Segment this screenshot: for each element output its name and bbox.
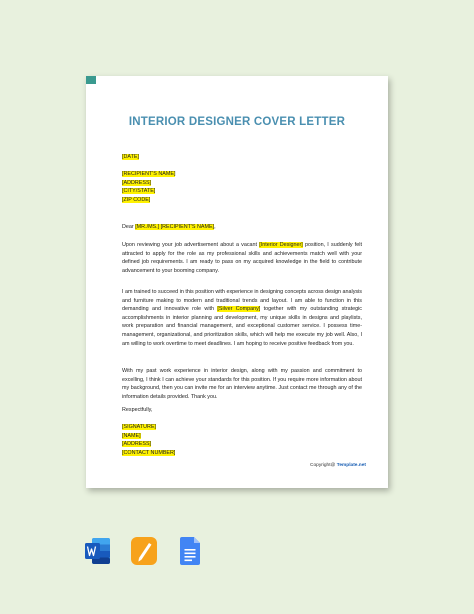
corner-accent xyxy=(86,76,96,84)
salutation-prefix: Dear xyxy=(122,224,136,230)
para2-text-b: together with my outstanding strategic accomplishments in interior planning and development, my unique skills in designs and playlists, work preparation and financial management, and exceptional customer service. I possess time-management, organizational, and prioritization skills, which will help me execute my job well. Also, I am willing to work overtime to meet deadlines. I am hoping to receive positive feedback from you. xyxy=(122,306,362,347)
paragraph-2 xyxy=(122,288,362,348)
copyright-footer xyxy=(310,463,366,468)
brand-link[interactable]: Template.net xyxy=(336,463,366,468)
signature-name: [NAME] xyxy=(122,432,141,439)
document-title: INTERIOR DESIGNER COVER LETTER xyxy=(128,116,346,128)
date-field: [DATE] xyxy=(122,154,139,160)
recipient-zip: [ZIP CODE] xyxy=(122,196,151,203)
signature-block xyxy=(122,423,362,457)
para1-highlight: [Interior Designer] xyxy=(259,242,303,248)
google-docs-icon[interactable] xyxy=(176,536,204,566)
para2-text-a: I am trained to succeed in this position with experience in designing concepts across design analysis and furniture making to modern and traditional trends and layout. I am able to function in this demanding and innovative role with xyxy=(122,289,362,313)
closing xyxy=(122,406,362,415)
recipient-name: [RECIPIENT'S NAME] xyxy=(122,171,176,177)
copyright-text: Copyright@ xyxy=(310,463,337,468)
para1-text-b: position, I suddenly felt attracted to apply for the role as my professional skills and achievements match well with your defined job requirements. I am ready to pass on my acquired knowledge in the field to contribute advancement to your booming company. xyxy=(122,242,362,274)
salutation xyxy=(122,223,362,232)
paragraph-3 xyxy=(122,367,362,401)
salutation-name: [MR./MS.] [RECIPIENT'S NAME] xyxy=(135,224,215,230)
date-block xyxy=(122,153,362,162)
signature-address: [ADDRESS] xyxy=(122,441,152,448)
para1-text-a: Upon reviewing your job advertisement about a vacant xyxy=(122,242,260,248)
closing-text: Respectfully, xyxy=(122,407,153,413)
para2-highlight: [Silver Company] xyxy=(217,306,261,313)
word-icon[interactable] xyxy=(84,536,112,566)
signature-field: [SIGNATURE] xyxy=(122,424,157,430)
para3-text: With my past work experience in interior design, along with my passion and commitment to excelling, I think I can achieve your standards for this position. If you require more information about my background, then you can invite me for an interview anytime. Just contact me through any of the information details provided. Thank you. xyxy=(122,368,362,400)
recipient-block xyxy=(122,170,362,204)
paragraph-1 xyxy=(122,241,362,275)
signature-contact: [CONTACT NUMBER] xyxy=(122,449,176,456)
salutation-suffix: , xyxy=(214,224,216,230)
recipient-address: [ADDRESS] xyxy=(122,179,152,186)
letter-page xyxy=(86,76,388,488)
pages-icon[interactable] xyxy=(130,536,158,566)
recipient-city-state: [CITY/STATE] xyxy=(122,188,156,195)
